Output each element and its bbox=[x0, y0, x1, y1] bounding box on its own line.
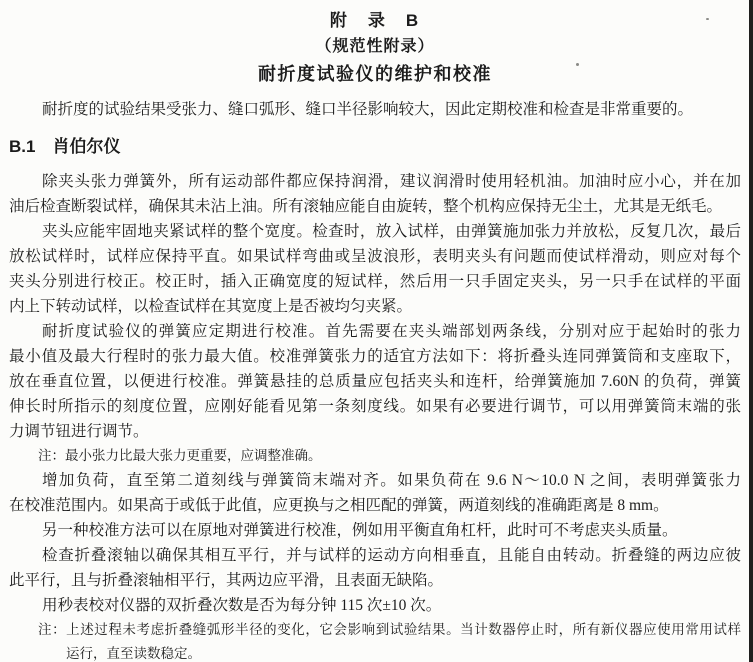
text-line: 内上下转动试样，以检查试样在其宽度上是否被均匀夹紧。 bbox=[9, 298, 413, 315]
paragraph bbox=[9, 468, 741, 518]
text-line: 除夹头张力弹簧外，所有运动部件都应保持润滑，建议润滑时使用轻机油。加油时应小心，并在加 bbox=[42, 173, 741, 190]
note-block bbox=[9, 618, 741, 662]
note-line: 运行，直至读数稳定。 bbox=[66, 646, 201, 661]
text-line: 力调节钮进行调节。 bbox=[9, 423, 149, 440]
note-block bbox=[9, 444, 741, 468]
paragraph bbox=[9, 518, 741, 543]
section-title: 肖伯尔仪 bbox=[52, 137, 121, 156]
paragraph bbox=[9, 219, 741, 319]
text-line: 用秒表校对仪器的双折叠次数是否为每分钟 115 次±10 次。 bbox=[42, 597, 442, 614]
text-line: 夹头应能牢固地夹紧试样的整个宽度。检查时，放入试样，由弹簧施加张力并放松，反复几次，最后 bbox=[42, 223, 741, 240]
text-line: 夹头分别进行校正。校正时，插入正确宽度的短试样，然后用一只手固定夹头，另一只手在试样的平面 bbox=[9, 273, 741, 290]
scan-speck bbox=[706, 18, 709, 20]
appendix-label: 附 录 B bbox=[329, 11, 421, 30]
text-line: 检查折叠滚轴以确保其相互平行，并与试样的运动方向相垂直，且能自由转动。折叠缝的两边应彼 bbox=[42, 547, 741, 564]
paragraph bbox=[9, 169, 741, 219]
scan-edge-artifact bbox=[749, 0, 753, 662]
text-line: 在校准范围内。如果高于或低于此值，应更换与之相匹配的弹簧，两道刻线的准确距离是 8 mm。 bbox=[9, 497, 669, 514]
section-number: B.1 bbox=[9, 137, 36, 156]
section-heading bbox=[9, 134, 741, 160]
scan-speck bbox=[576, 63, 579, 66]
text-line: 耐折度试验仪的弹簧应定期进行校准。首先需要在夹头端部划两条线，分别对应于起始时的张力 bbox=[42, 323, 741, 340]
text-line: 放在垂直位置，以便进行校准。弹簧悬挂的总质量应包括夹头和连杆，给弹簧施加 7.60N 的负荷，弹簧 bbox=[9, 373, 741, 390]
paragraph bbox=[9, 593, 741, 618]
body-text bbox=[9, 169, 741, 662]
text-line: 放松试样时，试样应保持平直。如果试样弯曲或呈波浪形，表明夹头有问题而使试样滑动，则应对每个 bbox=[9, 248, 741, 265]
text-line: 油后检查断裂试样，确保其未沾上油。所有滚轴应能自由旋转，整个机构应保持无尘土，尤其是无纸毛。 bbox=[9, 198, 723, 215]
intro-paragraph: 耐折度的试验结果受张力、缝口弧形、缝口半径影响较大，因此定期校准和检查是非常重要的。 bbox=[42, 101, 694, 118]
text-line: 增加负荷，直至第二道刻线与弹簧筒末端对齐。如果负荷在 9.6 N～10.0 N 之间，表明弹簧张力 bbox=[42, 472, 741, 489]
text-line: 最小值及最大行程时的张力最大值。校准弹簧张力的适宜方法如下：将折叠头连同弹簧筒和支座取下， bbox=[9, 348, 741, 365]
text-line: 另一种校准方法可以在原地对弹簧进行校准，例如用平衡直角杠杆，此时可不考虑夹头质量。 bbox=[42, 522, 678, 539]
note-line: 注：最小张力比最大张力更重要，应调整准确。 bbox=[38, 448, 322, 463]
text-line: 此平行，且与折叠滚轴相平行，其两边应平滑，且表面无缺陷。 bbox=[9, 572, 444, 589]
paragraph bbox=[9, 543, 741, 593]
paragraph bbox=[9, 319, 741, 444]
appendix-type: （规范性附录） bbox=[315, 38, 435, 55]
page-title: 耐折度试验仪的维护和校准 bbox=[258, 64, 492, 84]
note-line: 注：上述过程未考虑折叠缝弧形半径的变化，它会影响到试验结果。当计数器停止时，所有新仪器应使用常用试样 bbox=[38, 622, 741, 637]
text-line: 伸长时所指示的刻度位置，应刚好能看见第一条刻度线。如果有必要进行调节，可以用弹簧筒末端的张 bbox=[9, 398, 741, 415]
